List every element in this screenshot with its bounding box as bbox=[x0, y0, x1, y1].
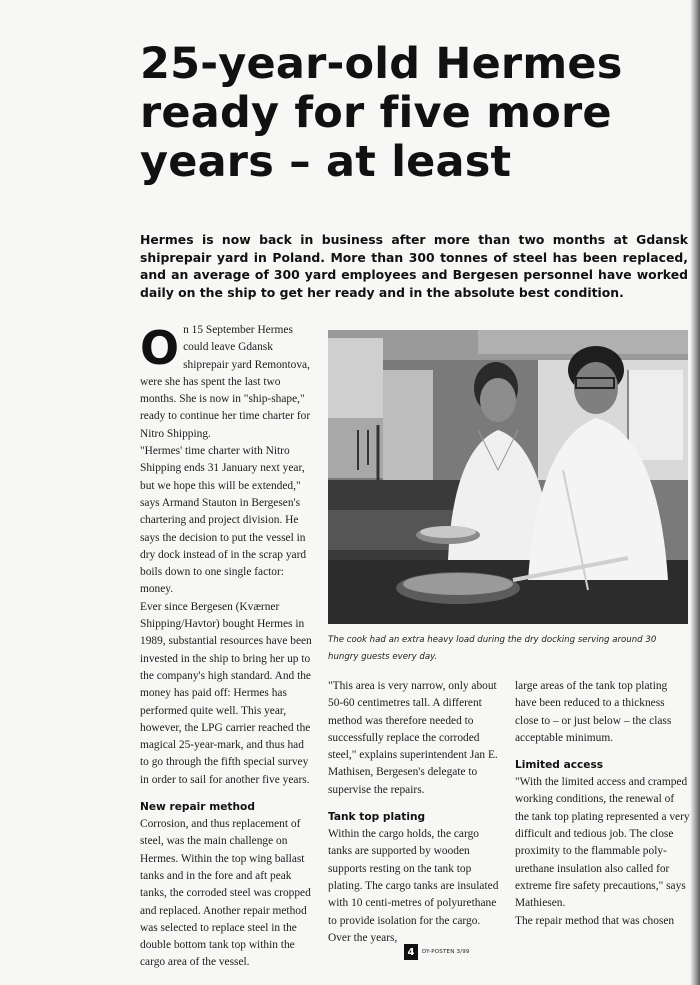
lead-paragraph: Hermes is now back in business after more than two months at Gdansk shiprepair yard in Poland. More than 300 tonnes of steel has been replaced, and an average of 300 yard employees and Bergesen personnel have worked daily on the ship to get her ready and in the absolute best condition. bbox=[140, 232, 688, 300]
article-paragraph-9: The repair method that was chosen bbox=[515, 914, 675, 927]
article-paragraph-2: "Hermes' time charter with Nitro Shipping ends 31 January next year, but we hope this will be extended," says Armand Stauton in Bergesen's chartering and project division. He says the decision to put the vessel in dry dock instead of in the scrap yard boils down to one single factor: money. bbox=[140, 445, 307, 596]
subheading-new-repair-method: New repair method bbox=[140, 801, 255, 814]
page-footer bbox=[404, 944, 470, 960]
headline-line-2: ready for five more bbox=[140, 88, 612, 138]
article-column-1 bbox=[140, 322, 315, 972]
headline-line-1: 25-year-old Hermes bbox=[140, 39, 623, 89]
article-paragraph-8: "With the limited access and cramped working conditions, the renewal of the tank top plating represented a very difficult and tedious job. The close proximity to the flammable poly-urethane insulation also called for extreme fire safety precautions," says Mathiesen. bbox=[515, 776, 690, 910]
article-paragraph-3: Ever since Bergesen (Kværner Shipping/Havtor) bought Hermes in 1989, substantial resources have been invested in the ship to bring her up to the company's high standard. And the money has paid off: Hermes has performed quite well. This year, however, the LPG carrier reached the magical 25-year-mark, and thus had to go through the fifth special survey in order to sail for another five years. bbox=[140, 600, 312, 786]
article-paragraph-1-text: n 15 September Hermes could leave Gdansk shiprepair yard Remontova, were she has spent the last two months. She is now in "ship-shape," ready to continue her time charter for Nitro Shipping. bbox=[140, 324, 311, 440]
page-edge-shadow bbox=[690, 0, 700, 985]
subheading-limited-access: Limited access bbox=[515, 759, 604, 772]
article-paragraph-6: Within the cargo holds, the cargo tanks are supported by wooden supports resting on the tank top plating. The cargo tanks are insulated with 10 centi-metres of polyurethane to provide isolation for the cargo. Over the years, bbox=[328, 828, 499, 944]
photo-caption: The cook had an extra heavy load during the dry docking serving around 30 hungry guests every day. bbox=[328, 635, 657, 662]
page-number: 4 bbox=[404, 944, 418, 960]
subheading-tank-top-plating: Tank top plating bbox=[328, 811, 426, 824]
publication-name: DY-POSTEN 3/99 bbox=[422, 949, 470, 955]
headline-line-3: years – at least bbox=[140, 137, 512, 187]
kitchen-photo bbox=[328, 330, 688, 624]
article-paragraph-1 bbox=[140, 322, 315, 443]
article-paragraph-5: "This area is very narrow, only about 50-60 centimetres tall. A different method was therefore needed to successfully replace the corroded steel," explains superintendent Jan E. Mathisen, Bergesen's delegate to supervise the repairs. bbox=[328, 680, 498, 796]
drop-cap: O bbox=[140, 321, 180, 375]
article-column-2 bbox=[328, 678, 503, 947]
article-paragraph-7: large areas of the tank top plating have been reduced to a thickness close to – or just below – the class acceptable minimum. bbox=[515, 680, 672, 744]
article-column-3 bbox=[515, 678, 690, 930]
article-paragraph-4: Corrosion, and thus replacement of steel, was the main challenge on Hermes. Within the top wing ballast tanks and in the fore and aft peak tanks, the corroded steel was cropped and replaced. Another repair method was selected to replace steel in the double bottom tank top within the cargo area of the vessel. bbox=[140, 818, 311, 969]
headline bbox=[140, 40, 670, 187]
